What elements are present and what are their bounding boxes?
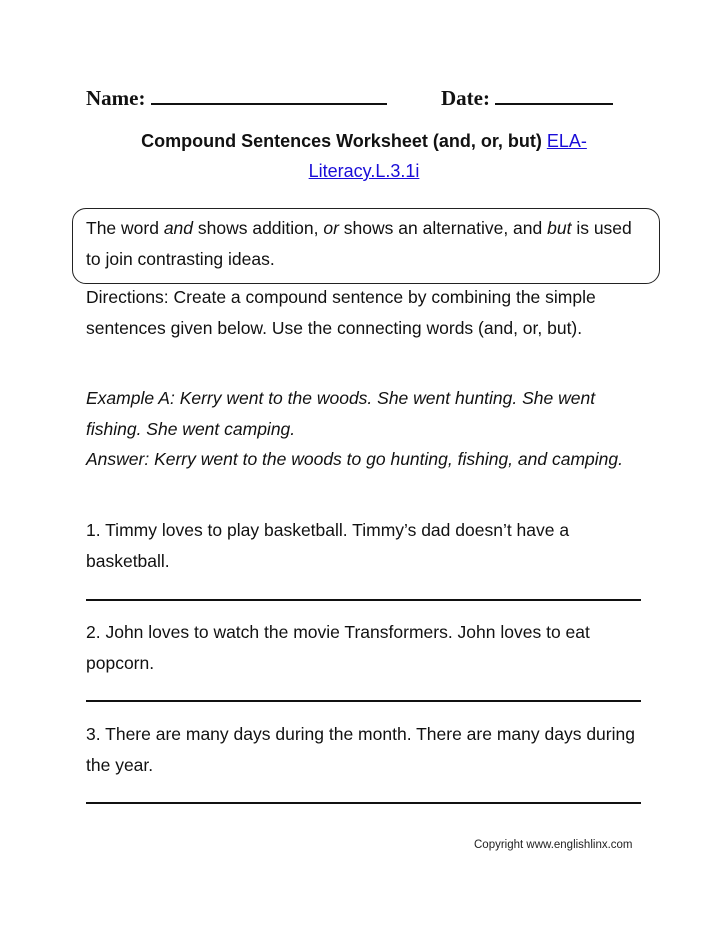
question-2: 2. John loves to watch the movie Transformers. John loves to eat popcorn. <box>86 622 590 673</box>
question-1: 1. Timmy loves to play basketball. Timmy’s dad doesn’t have a basketball. <box>86 520 570 571</box>
worksheet-title <box>0 126 728 186</box>
answer-line-3[interactable] <box>86 802 641 804</box>
standard-link-cont[interactable]: Literacy.L.3.1i <box>308 161 420 181</box>
example-answer: Answer: Kerry went to the woods to go hunting, fishing, and camping. <box>86 449 623 469</box>
date-field[interactable] <box>441 86 613 111</box>
name-label: Name: <box>86 86 146 110</box>
title-text: Compound Sentences Worksheet (and, or, but) <box>141 131 547 151</box>
answer-line-2[interactable] <box>86 700 641 702</box>
info-box <box>72 208 660 284</box>
info-text: The word and shows addition, or shows an alternative, and but is used to join contrasting ideas. <box>86 218 632 269</box>
answer-line-1[interactable] <box>86 599 641 601</box>
question-3: 3. There are many days during the month. There are many days during the year. <box>86 724 635 775</box>
date-label: Date: <box>441 86 490 110</box>
name-blank[interactable] <box>151 87 387 105</box>
directions: Directions: Create a compound sentence by combining the simple sentences given below. Use the connecting words (and, or, but). <box>86 287 596 338</box>
example-question: Example A: Kerry went to the woods. She went hunting. She went fishing. She went camping. <box>86 388 596 439</box>
name-field[interactable] <box>86 86 387 111</box>
standard-link[interactable]: ELA- <box>546 131 587 151</box>
date-blank[interactable] <box>495 87 613 105</box>
copyright: Copyright www.englishlinx.com <box>474 839 633 851</box>
